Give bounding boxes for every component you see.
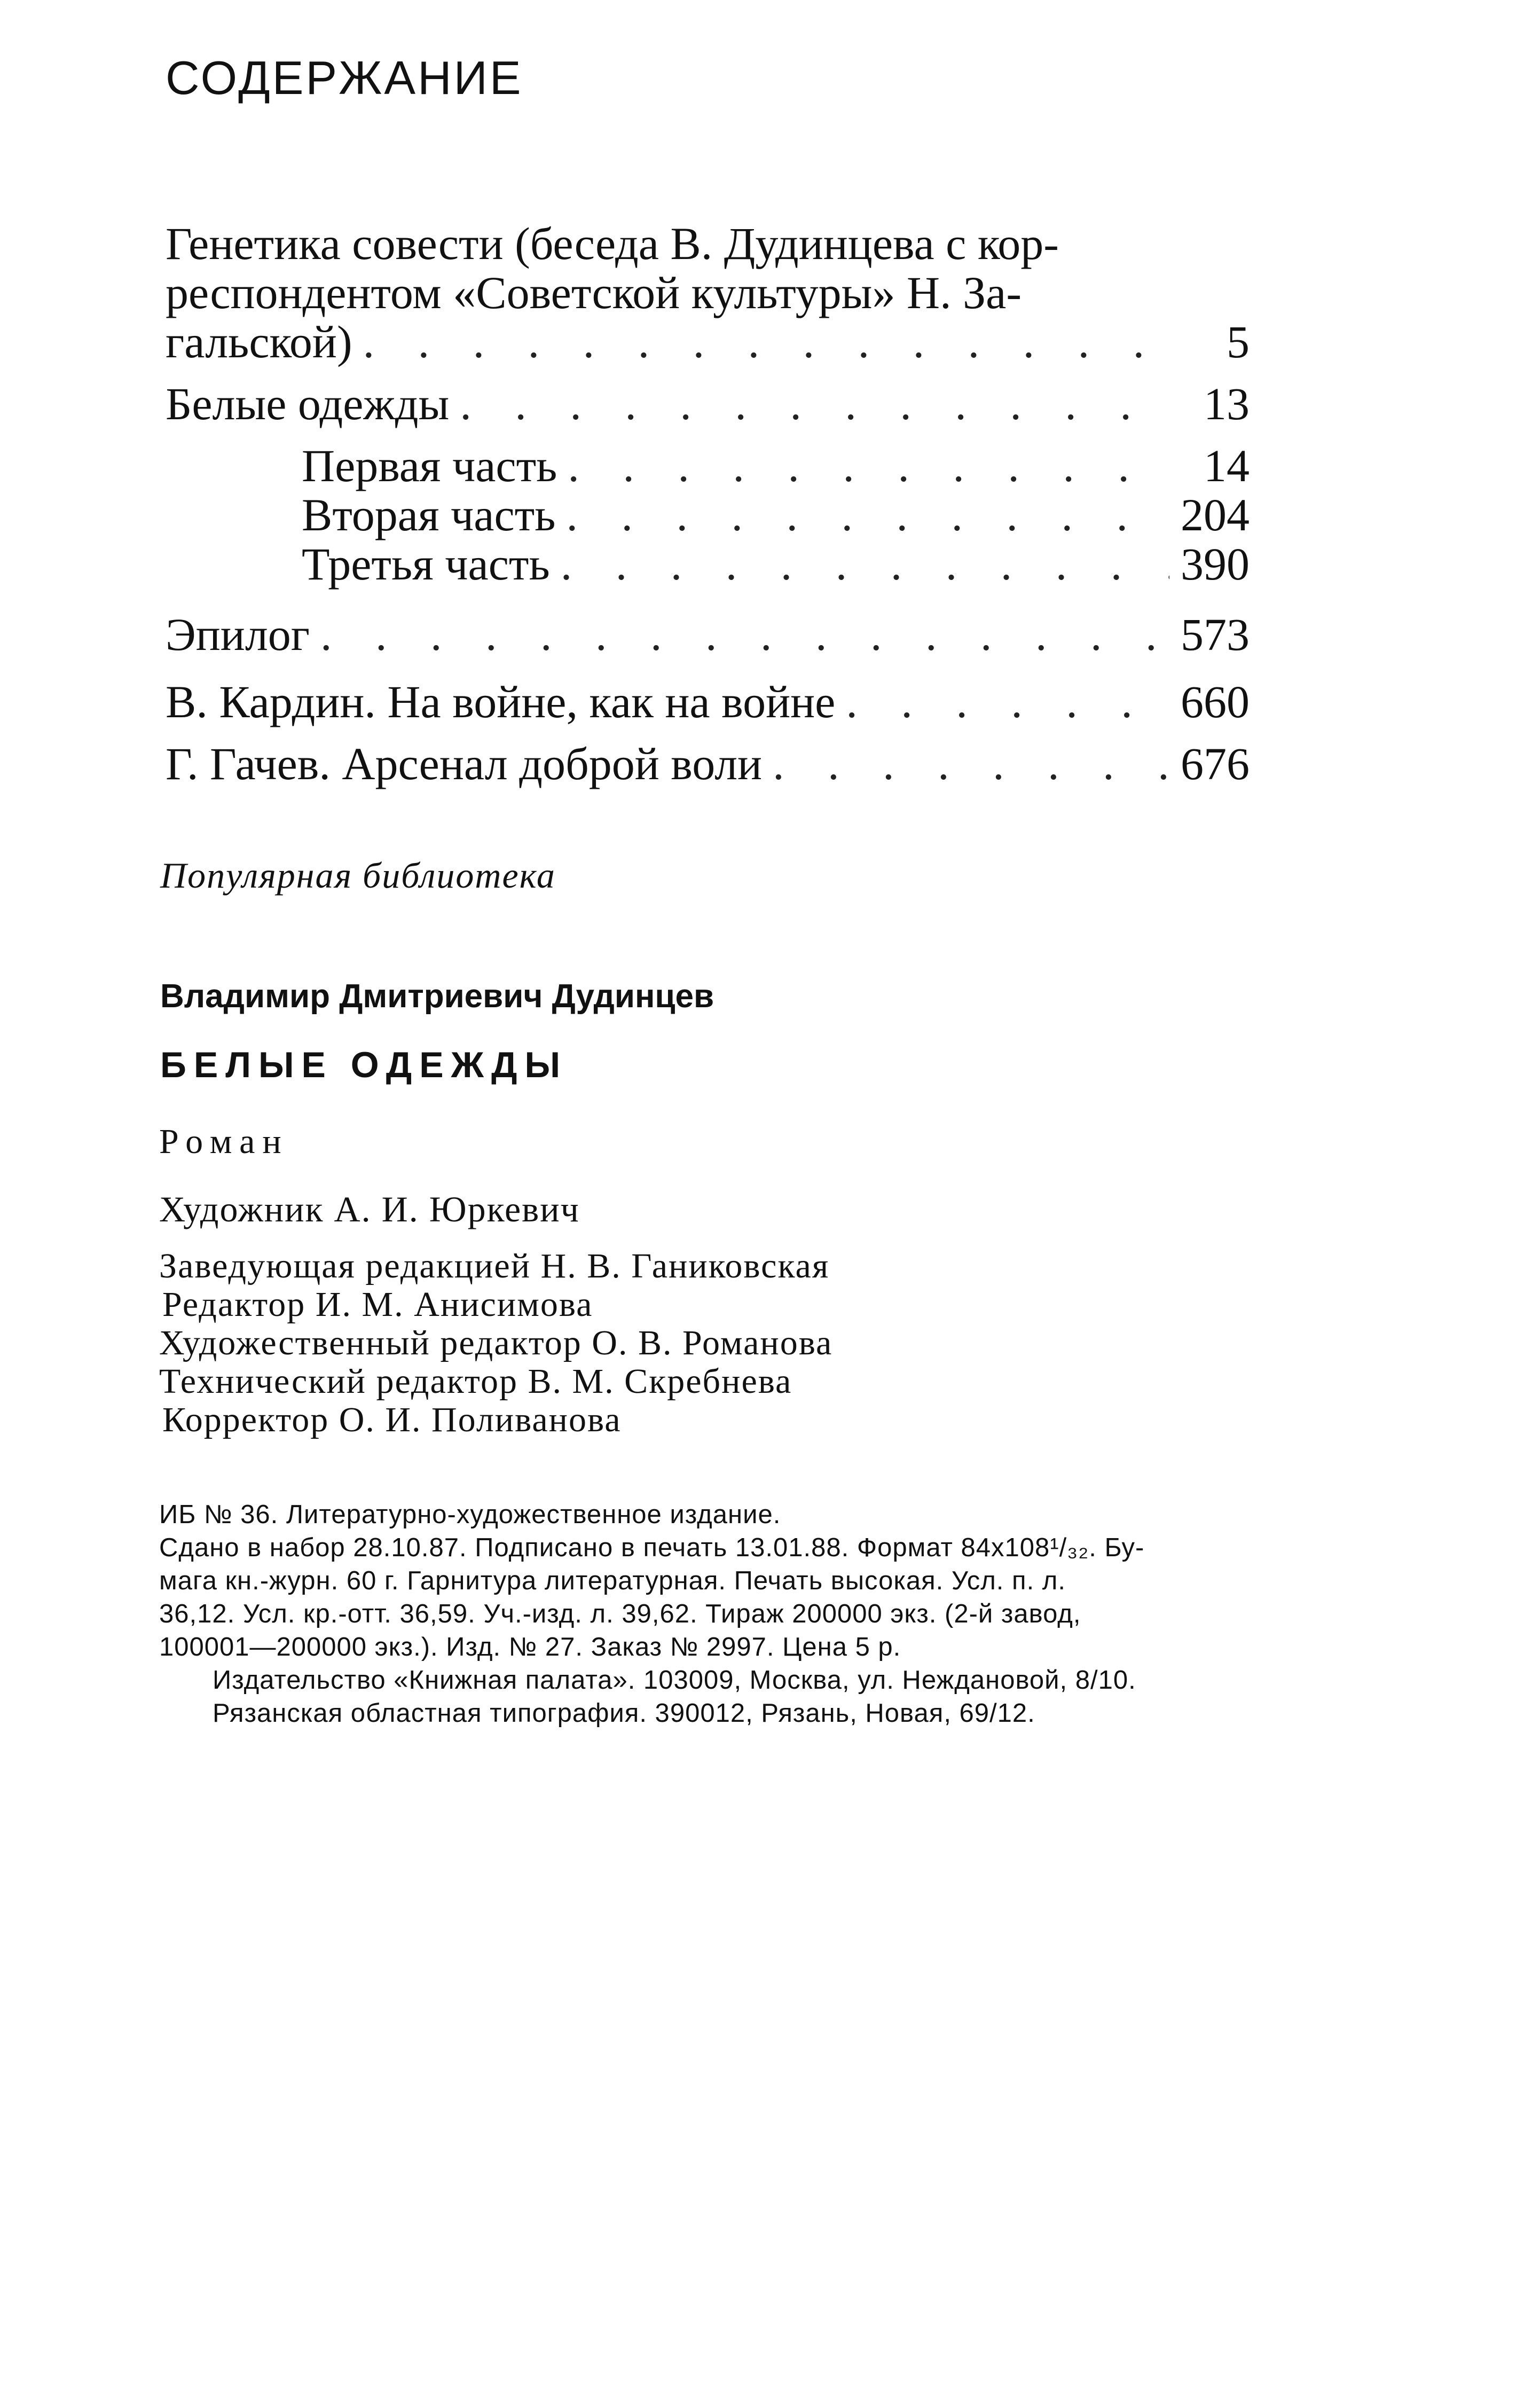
series-name: Популярная библиотека [160, 855, 556, 896]
toc-entry-gachev [166, 739, 1250, 788]
dot-leader [566, 490, 1169, 539]
toc-entry-title: Вторая часть [302, 489, 556, 540]
publication-imprint [159, 1498, 1403, 1730]
toc-entry-title: Эпилог [166, 609, 310, 660]
toc-entry-part-one [166, 441, 1250, 490]
imprint-line: Издательство «Книжная палата». 103009, Москва, ул. Неждановой, 8/10. [213, 1666, 1136, 1695]
staff-credit: Художественный редактор О. В. Романова [159, 1323, 833, 1362]
toc-entry-title: гальской) [166, 316, 352, 367]
artist-credit: Художник А. И. Юркевич [159, 1189, 580, 1229]
toc-entry-genetics [166, 219, 1250, 366]
toc-entry-title: Первая часть [302, 440, 557, 491]
table-of-contents [166, 219, 1250, 788]
dot-leader [773, 739, 1169, 788]
toc-entry-kardin [166, 677, 1250, 726]
toc-entry-title: Г. Гачев. Арсенал доброй воли [166, 738, 763, 789]
dot-leader [320, 610, 1169, 659]
toc-page-number: 660 [1181, 676, 1250, 727]
author-name: Владимир Дмитриевич Дудинцев [160, 978, 714, 1015]
dot-leader [363, 317, 1169, 366]
staff-credit: Корректор О. И. Поливанова [162, 1400, 622, 1439]
dot-leader [561, 539, 1169, 589]
toc-entry-title: Белые одежды [166, 378, 450, 429]
toc-page-number: 14 [1204, 440, 1250, 491]
toc-page-number: 13 [1204, 378, 1250, 429]
staff-credit: Заведующая редакцией Н. В. Ганиковская [159, 1246, 830, 1285]
toc-page-number: 204 [1181, 489, 1250, 540]
imprint-line: Сдано в набор 28.10.87. Подписано в печать 13.01.88. Формат 84x108¹/₃₂. Бу- [159, 1533, 1145, 1562]
toc-entry-epilogue [166, 610, 1250, 659]
toc-entry-line [166, 317, 1250, 366]
imprint-line: ИБ № 36. Литературно-художественное издание. [159, 1500, 781, 1529]
toc-entry-line: респондентом «Советской культуры» Н. За- [166, 267, 1022, 318]
toc-entry-part-two [166, 490, 1250, 539]
dot-leader [846, 677, 1169, 726]
toc-entry-title: В. Кардин. На войне, как на войне [166, 676, 836, 727]
toc-page-number: 676 [1181, 738, 1250, 789]
toc-page-number: 390 [1181, 538, 1250, 590]
imprint-line: 100001—200000 экз.). Изд. № 27. Заказ № 2997. Цена 5 р. [159, 1633, 901, 1661]
imprint-line: Рязанская областная типография. 390012, Рязань, Новая, 69/12. [213, 1699, 1035, 1728]
toc-entry-white-robes [166, 379, 1250, 428]
toc-page-number: 5 [1227, 316, 1250, 367]
toc-entry-part-three [166, 539, 1250, 589]
dot-leader [460, 379, 1169, 428]
toc-entry-line: Генетика совести (беседа В. Дудинцева с кор- [166, 218, 1059, 269]
contents-heading: СОДЕРЖАНИЕ [166, 51, 523, 104]
dot-leader [568, 441, 1169, 490]
book-title: БЕЛЫЕ ОДЕЖДЫ [160, 1045, 568, 1085]
staff-credit: Редактор И. М. Анисимова [162, 1285, 593, 1324]
editorial-staff [159, 1247, 832, 1439]
toc-entry-title: Третья часть [302, 538, 550, 590]
imprint-line: 36,12. Усл. кр.-отт. 36,59. Уч.-изд. л. 39,62. Тираж 200000 экз. (2-й завод, [159, 1600, 1081, 1628]
imprint-line: мага кн.-журн. 60 г. Гарнитура литературная. Печать высокая. Усл. п. л. [159, 1566, 1066, 1595]
staff-credit: Технический редактор В. М. Скребнева [159, 1362, 792, 1401]
toc-page-number: 573 [1181, 609, 1250, 660]
book-genre: Роман [159, 1122, 289, 1161]
